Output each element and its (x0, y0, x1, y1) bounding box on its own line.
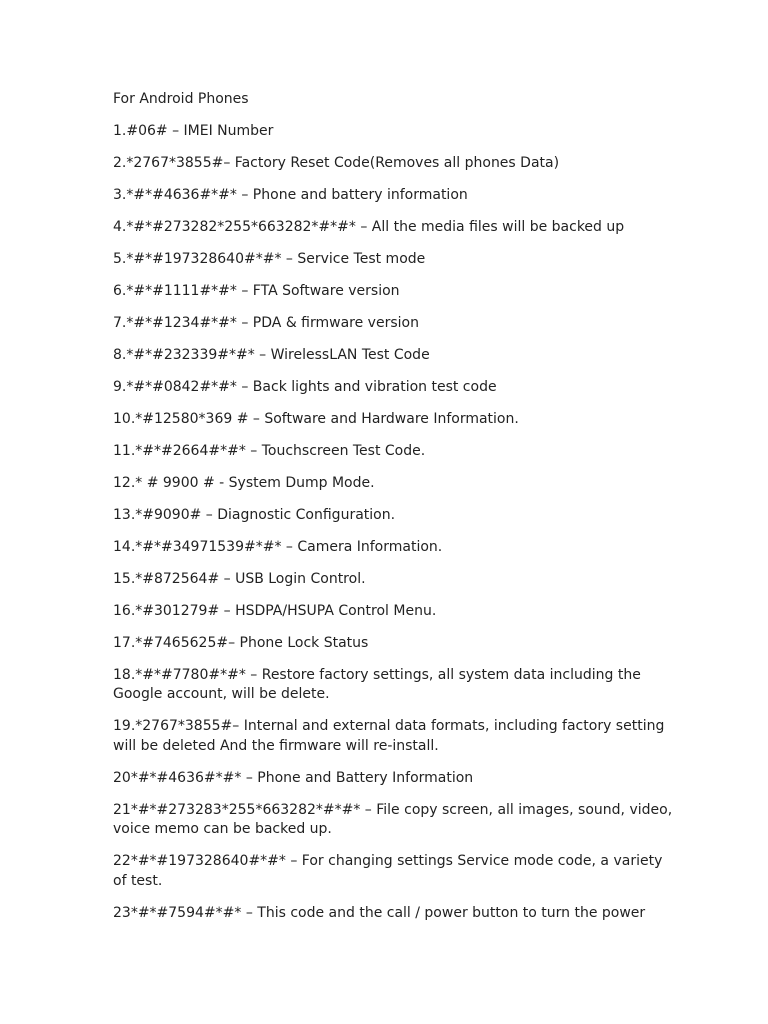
code-item-4: 4.*#*#273282*255*663282*#*#* – All the media files will be backed up (113, 218, 625, 235)
code-item-5: 5.*#*#197328640#*#* – Service Test mode (113, 250, 426, 267)
code-item-23: 23*#*#7594#*#* – This code and the call / power button to turn the power (113, 904, 646, 921)
code-item-13: 13.*#9090# – Diagnostic Configuration. (113, 506, 396, 523)
code-item-7: 7.*#*#1234#*#* – PDA & firmware version (113, 314, 419, 331)
code-item-22: 22*#*#197328640#*#* – For changing settings Service mode code, a variety of test. (113, 853, 663, 889)
code-item-10: 10.*#12580*369 # – Software and Hardware Information. (113, 410, 519, 427)
code-item-20: 20*#*#4636#*#* – Phone and Battery Information (113, 769, 474, 786)
code-item-11: 11.*#*#2664#*#* – Touchscreen Test Code. (113, 442, 426, 459)
code-item-18: 18.*#*#7780#*#* – Restore factory settings, all system data including the Google account, will be delete. (113, 666, 641, 702)
code-item-9: 9.*#*#0842#*#* – Back lights and vibration test code (113, 378, 497, 395)
code-item-6: 6.*#*#1111#*#* – FTA Software version (113, 282, 400, 299)
code-item-16: 16.*#301279# – HSDPA/HSUPA Control Menu. (113, 602, 437, 619)
code-item-15: 15.*#872564# – USB Login Control. (113, 570, 366, 587)
document-heading: For Android Phones (113, 91, 249, 107)
code-item-2: 2.*2767*3855#– Factory Reset Code(Removes all phones Data) (113, 154, 560, 171)
code-item-19: 19.*2767*3855#– Internal and external data formats, including factory setting will be deleted And the firmware will re-install. (113, 718, 665, 754)
code-item-1: 1.#06# – IMEI Number (113, 122, 274, 139)
code-item-17: 17.*#7465625#– Phone Lock Status (113, 634, 369, 651)
document-body (113, 90, 673, 936)
code-item-12: 12.* # 9900 # - System Dump Mode. (113, 474, 375, 491)
code-item-14: 14.*#*#34971539#*#* – Camera Information. (113, 538, 443, 555)
code-item-21: 21*#*#273283*255*663282*#*#* – File copy screen, all images, sound, video, voice memo can be backed up. (113, 801, 673, 837)
code-item-8: 8.*#*#232339#*#* – WirelessLAN Test Code (113, 346, 430, 363)
code-item-3: 3.*#*#4636#*#* – Phone and battery information (113, 186, 468, 203)
